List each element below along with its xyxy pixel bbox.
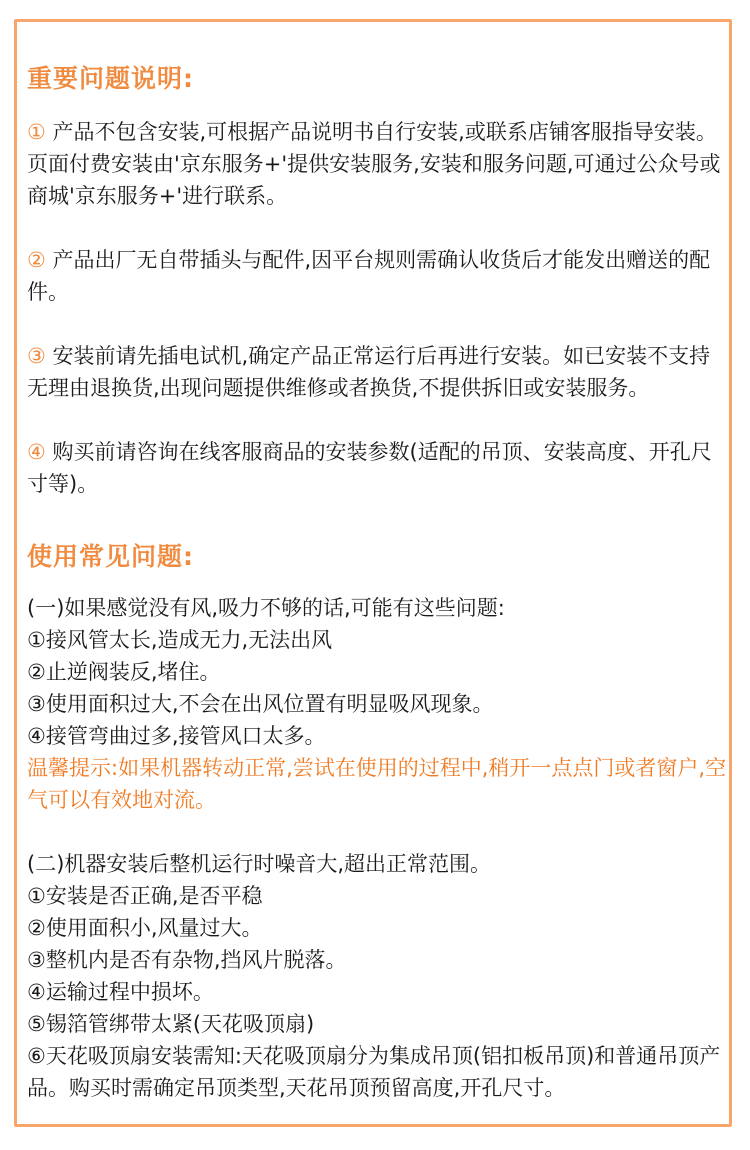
list-item: ⑤锡箔管绑带太紧(天花吸顶扇) [27,1012,315,1036]
warm-tip: 温馨提示:如果机器转动正常,尝试在使用的过程中,稍开一点点门或者窗户,空气可以有效地对流。 [27,756,727,812]
list-item: ⑥天花吸顶扇安装需知:天花吸顶扇分为集成吊顶(铝扣板吊顶)和普通吊顶产品。购买时需确定吊顶类型,天花吊顶预留高度,开孔尺寸。 [27,1044,721,1100]
note-marker-3: ③ [27,344,46,368]
note-text-2: 产品出厂无自带插头与配件,因平台规则需确认收货后才能发出赠送的配件。 [27,248,711,304]
list-item: ④接管弯曲过多,接管风口太多。 [27,724,326,748]
faq-heading: 使用常见问题: [27,542,194,571]
list-item: ④运输过程中损坏。 [27,980,214,1004]
note-item-1 [27,116,727,212]
note-marker-2: ② [27,248,46,272]
faq-group-2 [27,848,727,1104]
important-notes-list [27,116,727,500]
important-notes-heading: 重要问题说明: [27,64,194,93]
note-text-4: 购买前请咨询在线客服商品的安装参数(适配的吊顶、安装高度、开孔尺寸等)。 [27,440,712,496]
list-item: ③使用面积过大,不会在出风位置有明显吸风现象。 [27,692,494,716]
list-item: ③整机内是否有杂物,挡风片脱落。 [27,948,347,972]
note-marker-4: ④ [27,440,46,464]
note-item-4 [27,436,727,500]
note-item-3 [27,340,727,404]
content-area [27,62,727,1104]
list-item: ②止逆阀装反,堵住。 [27,660,221,684]
note-text-3: 安装前请先插电试机,确定产品正常运行后再进行安装。如已安装不支持无理由退换货,出现问题提供维修或者换货,不提供拆旧或安装服务。 [27,344,711,400]
list-item: ①安装是否正确,是否平稳 [27,884,263,908]
note-text-1: 产品不包含安装,可根据产品说明书自行安装,或联系店铺客服指导安装。页面付费安装由'京东服务+'提供安装服务,安装和服务问题,可通过公众号或商城'京东服务+'进行联系。 [27,120,721,208]
faq-group-2-title: (二)机器安装后整机运行时噪音大,超出正常范围。 [27,852,492,876]
note-item-2 [27,244,727,308]
note-marker-1: ① [27,120,46,144]
list-item: ①接风管太长,造成无力,无法出风 [27,628,333,652]
faq-group-1-list [27,624,727,752]
list-item: ②使用面积小,风量过大。 [27,916,263,940]
faq-group-2-list [27,880,727,1104]
faq-group-1-title: (一)如果感觉没有风,吸力不够的话,可能有这些问题: [27,596,505,620]
faq-group-1 [27,592,727,816]
